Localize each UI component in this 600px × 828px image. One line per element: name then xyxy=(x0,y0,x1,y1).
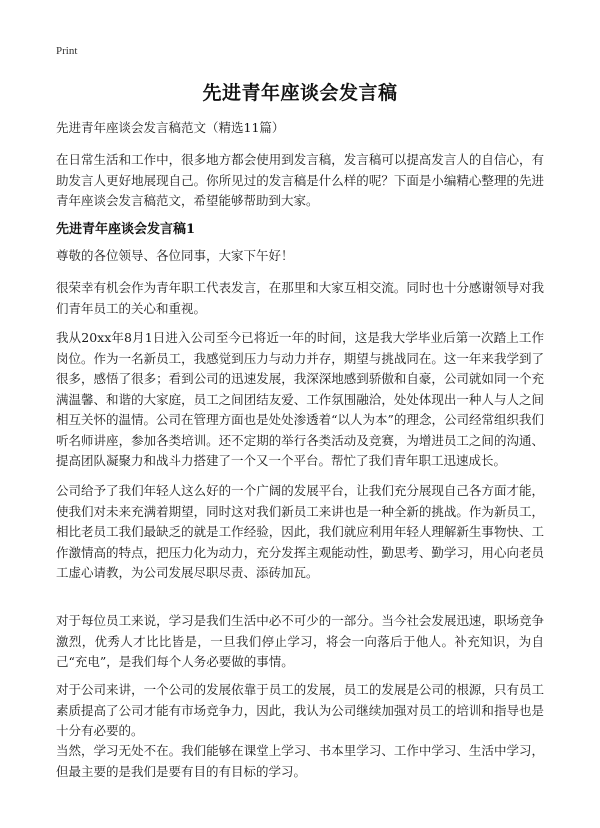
paragraph: 当然，学习无处不在。我们能够在课堂上学习、书本里学习、工作中学习、生活中学习，但最主要的是我们是要有目的有目标的学习。 xyxy=(56,743,544,779)
intro-paragraph: 在日常生活和工作中，很多地方都会使用到发言稿，发言稿可以提高发言人的自信心，有助发言人更好地展现自己。你所见过的发言稿是什么样的呢？下面是小编精心整理的先进青年座谈会发言稿范文，希望能够帮助到大家。 xyxy=(56,152,544,208)
document-subtitle: 先进青年座谈会发言稿范文（精选11篇） xyxy=(56,120,285,135)
paragraph: 我从20xx年8月1日进入公司至今已将近一年的时间，这是我大学毕业后第一次踏上工作岗位。作为一名新员工，我感觉到压力与动力并存，期望与挑战同在。这一年来我学到了很多，感悟了很多；看到公司的迅速发展，我深深地感到骄傲和自豪，公司就如同一个充满温馨、和谐的大家庭，员工之间团结友爱、工作氛围融洽，处处体现出一种人与人之间相互关怀的温情。公司在管理方面也是处处渗透着“以人为本”的理念，公司经常组织我们听名师讲座，参加各类培训。还不定期的举行各类活动及竞赛，为增进员工之间的沟通、提高团队凝聚力和战斗力搭建了一个又一个平台。帮忙了我们青年职工迅速成长。 xyxy=(56,330,544,468)
paragraph: 很荣幸有机会作为青年职工代表发言，在那里和大家互相交流。同时也十分感谢领导对我们青年员工的关心和重视。 xyxy=(56,280,544,316)
paragraph: 对于公司来讲，一个公司的发展依靠于员工的发展，员工的发展是公司的根源，只有员工素质提高了公司才能有市场竞争力，因此，我认为公司继续加强对员工的培训和指导也是十分有必要的。 xyxy=(56,682,544,738)
paragraph: 对于每位员工来说，学习是我们生活中必不可少的一部分。当今社会发展迅速，职场竞争激烈，优秀人才比比皆是，一旦我们停止学习，将会一向落后于他人。补充知识，为自己“充电”，是我们每个人务必要做的事情。 xyxy=(56,613,544,669)
section-heading: 先进青年座谈会发言稿1 xyxy=(56,222,196,237)
print-link[interactable]: Print xyxy=(56,45,78,57)
paragraph: 公司给予了我们年轻人这么好的一个广阔的发展平台，让我们充分展现自己各方面才能，使我们对未来充满着期望，同时这对我们新员工来讲也是一种全新的挑战。作为新员工，相比老员工我们最缺乏的就是工作经验，因此，我们就应利用年轻人理解新生事物快、工作激情高的特点，把压力化为动力，充分发挥主观能动性，勤思考、勤学习，用心向老员工虚心请教，为公司发展尽职尽责、添砖加瓦。 xyxy=(56,483,544,580)
paragraph-greeting: 尊敬的各位领导、各位同事，大家下午好！ xyxy=(56,248,294,263)
page-title: 先进青年座谈会发言稿 xyxy=(202,82,398,104)
